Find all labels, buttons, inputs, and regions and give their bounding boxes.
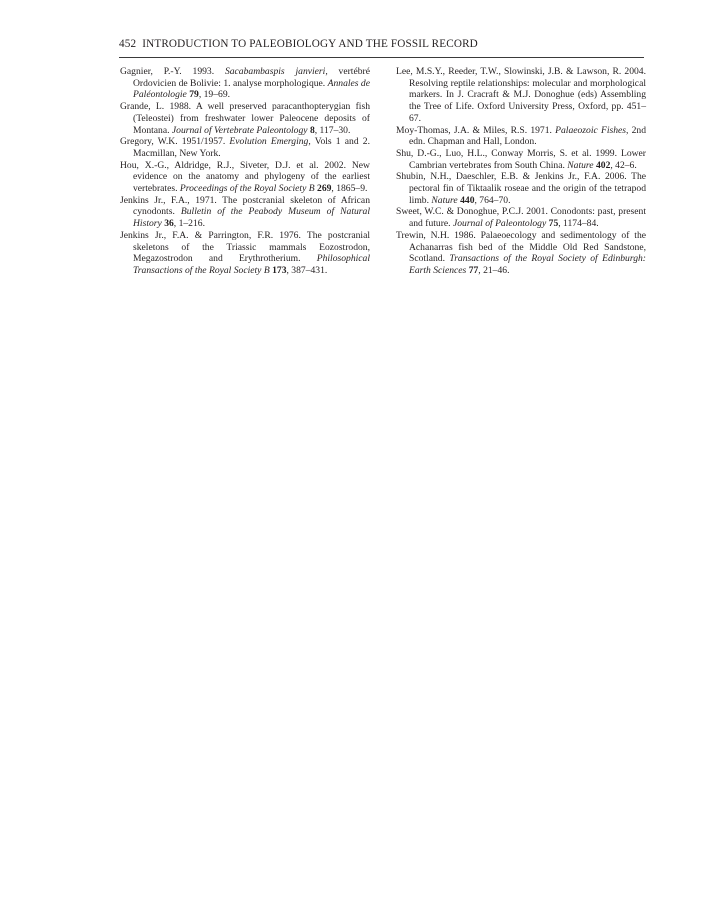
reference-pages: , 1865–9.: [331, 183, 368, 195]
reference-entry: [120, 136, 370, 159]
reference-title: A well preserved paracanthopterygian fish (Teleostei) from freshwater lower Paleocene deposits of Montana.: [133, 101, 370, 136]
reference-volume: 77: [468, 264, 479, 276]
reference-title: Conodonts: past, present and future.: [409, 206, 646, 230]
reference-title: The postcranial skeleton of African cynodonts.: [133, 194, 370, 218]
reference-volume: 440: [460, 194, 475, 206]
reference-volume: 8: [309, 124, 315, 136]
reference-pages: , 21–46.: [478, 264, 510, 276]
reference-entry: [396, 125, 646, 148]
reference-journal: Transactions of the Royal Society of Edinburgh: Earth Sciences: [409, 253, 647, 276]
reference-volume: 36: [164, 218, 174, 230]
reference-title: , vertébré Ordovicien de Bolivie: 1. analyse morphologique.: [133, 66, 370, 89]
reference-authors: Gagnier, P.-Y. 1993.: [120, 66, 225, 77]
reference-journal: Nature: [431, 194, 458, 206]
reference-entry: [120, 160, 370, 195]
reference-entry: [396, 206, 646, 229]
reference-title: New evidence on the anatomy and phylogeny of the earliest vertebrates.: [133, 159, 370, 195]
reference-pages: , 387–431.: [286, 264, 328, 276]
reference-authors: Gregory, W.K. 1951/1957.: [120, 136, 230, 148]
reference-title: Resolving reptile relationships: molecular and morphological markers. In J. Cracraft & M.J. Donoghue (eds) Assembling the Tree of Life. Oxford University Press, Oxford, pp. 451–67.: [409, 77, 646, 124]
reference-title-italic: Evolution Emerging: [229, 136, 309, 148]
reference-pages: , 1–216.: [173, 218, 205, 230]
reference-authors: Jenkins Jr., F.A. & Parrington, F.R. 1976.: [120, 229, 307, 241]
reference-journal: Proceedings of the Royal Society B: [179, 183, 315, 195]
reference-journal: Nature: [567, 159, 594, 171]
reference-title: The postcranial skeletons of the Triassic mammals Eozostrodon, Megazostrodon and Erythrotherium.: [133, 229, 370, 265]
reference-title: , 2nd edn. Chapman and Hall, London.: [409, 124, 647, 148]
references-column-left: [120, 66, 370, 277]
reference-journal: Journal of Vertebrate Paleontology: [171, 124, 308, 136]
reference-authors: Lee, M.S.Y., Reeder, T.W., Slowinski, J.B. & Lawson, R. 2004.: [396, 66, 646, 77]
reference-title: Lower Cambrian vertebrates from South China.: [409, 147, 646, 171]
running-title: INTRODUCTION TO PALEOBIOLOGY AND THE FOSSIL RECORD: [142, 38, 478, 50]
reference-entry: [120, 195, 370, 230]
reference-authors: Shu, D.-G., Luo, H.L., Conway Morris, S. et al. 1999.: [396, 147, 621, 159]
reference-pages: , 117–30.: [314, 124, 351, 136]
reference-entry: [396, 171, 646, 206]
reference-pages: , 1174–84.: [558, 218, 599, 230]
reference-entry: [120, 101, 370, 136]
reference-journal: Bulletin of the Peabody Museum of Natural History: [133, 206, 370, 230]
reference-entry: [396, 148, 646, 171]
page-number: 452: [119, 38, 137, 50]
reference-authors: Hou, X.-G., Aldridge, R.J., Siveter, D.J. et al. 2002.: [120, 159, 352, 171]
reference-title: The pectoral fin of Tiktaalik roseae and the origin of the tetrapod limb.: [409, 171, 646, 206]
reference-pages: , 764–70.: [474, 194, 511, 206]
reference-volume: 269: [317, 183, 332, 195]
reference-journal: Annales de Paléontologie: [133, 77, 370, 101]
reference-entry: [120, 230, 370, 277]
reference-authors: Sweet, W.C. & Donoghue, P.C.J. 2001.: [396, 206, 551, 218]
reference-pages: , 42–6.: [610, 159, 637, 171]
reference-authors: Moy-Thomas, J.A. & Miles, R.S. 1971.: [396, 124, 556, 136]
reference-title: Palaeoecology and sedimentology of the Achanarras fish bed of the Middle Old Red Sandstone, Scotland.: [409, 229, 646, 265]
reference-title-italic: Sacabambaspis janvieri: [224, 66, 326, 77]
reference-entry: [120, 66, 370, 101]
references-column-right: [396, 66, 646, 277]
reference-journal: Journal of Paleontology: [452, 218, 547, 230]
reference-journal: Philosophical Transactions of the Royal Society B: [133, 253, 370, 276]
reference-volume: 79: [189, 89, 199, 101]
reference-authors: Shubin, N.H., Daeschler, E.B. & Jenkins Jr., F.A. 2006.: [396, 171, 632, 183]
reference-volume: 402: [595, 159, 611, 171]
reference-volume: 75: [548, 218, 559, 230]
reference-authors: Jenkins Jr., F.A., 1971.: [120, 194, 223, 206]
reference-authors: Trewin, N.H. 1986.: [396, 229, 481, 241]
running-header: [119, 38, 644, 58]
reference-title-italic: Palaeozoic Fishes: [555, 124, 627, 136]
reference-authors: Grande, L. 1988.: [120, 101, 196, 113]
reference-entry: [396, 230, 646, 277]
reference-pages: , 19–69.: [198, 89, 231, 101]
reference-volume: 173: [272, 264, 287, 276]
reference-title: , Vols 1 and 2. Macmillan, New York.: [133, 136, 370, 159]
reference-entry: [396, 66, 646, 125]
